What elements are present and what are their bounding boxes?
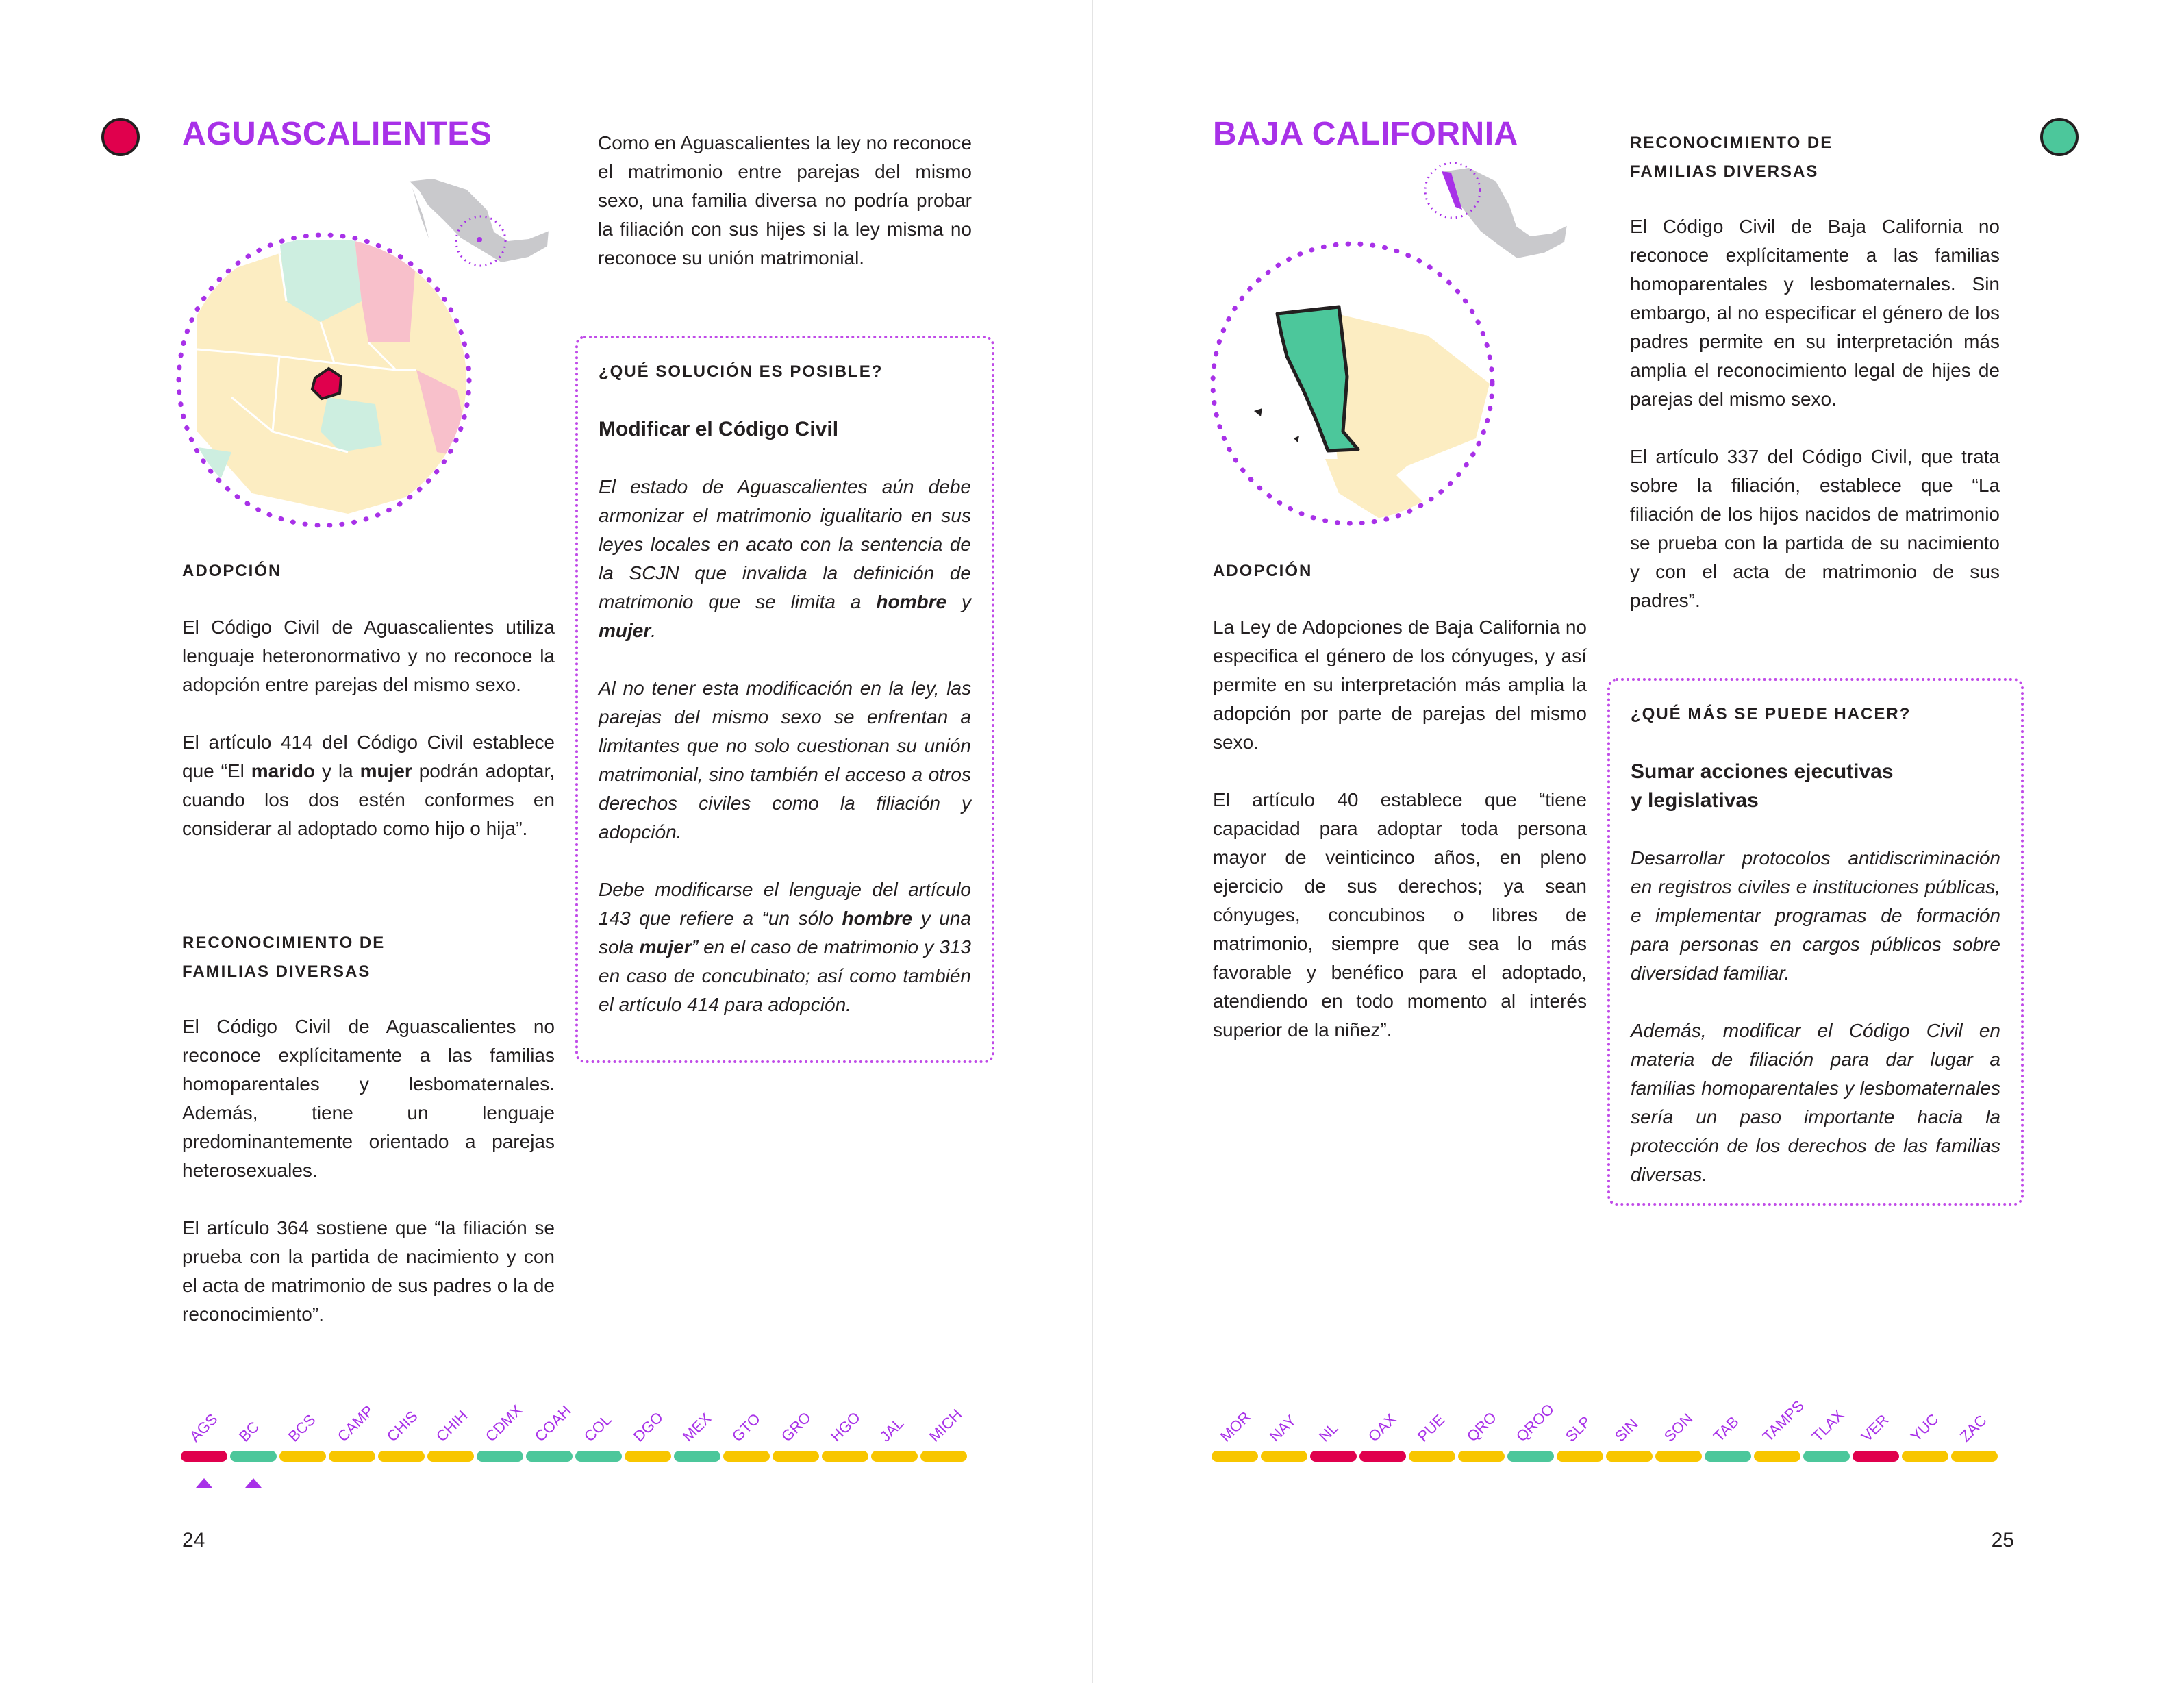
state-title: BAJA CALIFORNIA [1213,116,1518,152]
timeline-segment [1754,1451,1800,1462]
timeline-marker-icon [245,1478,262,1488]
timeline-label: SON [1660,1410,1696,1445]
solution-text [599,473,971,1019]
timeline-label: SIN [1611,1414,1642,1445]
timeline-label: OAX [1364,1410,1400,1445]
solution-subtitle: Modificar el Código Civil [599,418,839,440]
timeline-segment [1606,1451,1653,1462]
timeline-label: PUE [1414,1410,1448,1445]
timeline-segment [1803,1451,1850,1462]
timeline-segment [575,1451,622,1462]
page-number: 25 [1991,1529,2014,1551]
timeline-label: MOR [1216,1408,1254,1445]
timeline-label: NAY [1266,1412,1300,1445]
timeline-segment [1359,1451,1406,1462]
reconocimiento-paragraph-1: El Código Civil de Aguascalientes no reconoce explícitamente a las familias homoparentales y lesbomaternales. Además, tiene un lenguaje predominantemente orientado a parejas heterosexuales. [182,1016,555,1181]
states-timeline-left [171,1384,986,1507]
timeline-segment [1507,1451,1554,1462]
timeline-label: GTO [728,1410,764,1445]
reconocimiento-heading: RECONOCIMIENTO DE FAMILIAS DIVERSAS [1630,134,1833,181]
timeline-label: CDMX [481,1401,526,1445]
reconocimiento-paragraph-2: El artículo 364 sostiene que “la filiación se prueba con la partida de nacimiento y con el acta de matrimonio de sus padres o la de reconocimiento”. [182,1217,555,1325]
timeline-segment [773,1451,819,1462]
timeline-label: MICH [925,1406,966,1445]
solution-box [575,336,994,1063]
page-right [1092,0,2184,1683]
timeline-segment [526,1451,573,1462]
reconocimiento-text [1630,212,2000,615]
timeline-label: TAB [1709,1412,1742,1445]
timeline-segment [477,1451,523,1462]
adopcion-heading: ADOPCIÓN [1213,562,1313,580]
mexico-locator-icon [405,175,556,278]
state-title: AGUASCALIENTES [182,116,492,152]
timeline-marker-icon [196,1478,212,1488]
baja-california-map-icon [1202,233,1503,534]
actions-heading: ¿QUÉ MÁS SE PUEDE HACER? [1631,705,1911,723]
status-dot-green-icon [2037,115,2081,159]
timeline-segment [1557,1451,1603,1462]
timeline-label: GRO [777,1408,814,1445]
intro-paragraph: Como en Aguascalientes la ley no reconoce el matrimonio entre parejas del mismo sexo, una familia diversa no podría probar la filiación con sus hijes si la ley misma no reconoce su unión matrimonial. [598,132,972,269]
reconocimiento-paragraph-2: El artículo 337 del Código Civil, que trata sobre la filiación, establece que “La filiación de los hijos nacidos de matrimonio se prueba con la partida de su nacimiento y con el acta de matrimonio de sus padres”. [1630,446,2000,611]
actions-subtitle: Sumar acciones ejecutivas y legislativas [1631,760,1894,812]
timeline-label: AGS [186,1410,221,1445]
actions-text [1631,844,2000,1189]
timeline-segment [1902,1451,1948,1462]
adopcion-text [182,613,555,843]
timeline-segment [1261,1451,1307,1462]
timeline-label: QRO [1463,1408,1500,1445]
timeline-segment [1409,1451,1455,1462]
timeline-segment [1310,1451,1357,1462]
timeline-label: MEX [679,1410,715,1445]
timeline-label: TLAX [1808,1406,1848,1445]
adopcion-paragraph-2: El artículo 414 del Código Civil establece que “El marido y la mujer podrán adoptar, cuando los dos estén conformes en considerar al adoptado como hijo o hija”. [182,732,555,839]
timeline-segment [723,1451,770,1462]
timeline-segment [279,1451,326,1462]
timeline-segment [1705,1451,1751,1462]
timeline-label: VER [1857,1410,1892,1445]
timeline-label: TAMPS [1759,1397,1807,1445]
solution-paragraph-2: Al no tener esta modificación en la ley, las parejas del mismo sexo se enfrentan a limitantes que no solo cuestionan su unión matrimonial, sino también el acceso a otros derechos civiles como la filiación y adopción. [599,677,971,843]
timeline-label: YUC [1907,1410,1942,1445]
timeline-segment [822,1451,868,1462]
adopcion-paragraph-1: La Ley de Adopciones de Baja California no especifica el género de los cónyuges, y así permite en su interpretación más amplia la adopción por parte de parejas del mismo sexo. [1213,616,1587,753]
timeline-segment [1212,1451,1258,1462]
states-timeline-right [1202,1384,2017,1507]
timeline-label: COAH [531,1401,575,1445]
actions-paragraph-1: Desarrollar protocolos antidiscriminación en registros civiles e instituciones públicas, e implementar programas de formación para personas en cargos públicos sobre diversidad familiar. [1631,847,2000,984]
reconocimiento-text [182,1012,555,1329]
timeline-label: CAMP [334,1401,377,1445]
timeline-label: DGO [629,1408,666,1445]
timeline-segment [329,1451,375,1462]
adopcion-paragraph-1: El Código Civil de Aguascalientes utiliza lenguaje heteronormativo y no reconoce la adopción entre parejas del mismo sexo. [182,616,555,695]
mexico-locator-icon [1421,158,1572,274]
page-number: 24 [182,1529,205,1551]
timeline-segment [625,1451,671,1462]
timeline-label: CHIS [383,1407,421,1445]
status-dot-red-icon [99,115,142,159]
timeline-segment [674,1451,720,1462]
reconocimiento-heading: RECONOCIMIENTO DE FAMILIAS DIVERSAS [182,934,386,981]
solution-paragraph-3: Debe modificarse el lenguaje del artículo 143 que refiere a “un sólo hombre y una sola mujer” en el caso de matrimonio y 313 en caso de concubinato; así como también el artículo 414 para adopción. [599,879,971,1015]
adopcion-heading: ADOPCIÓN [182,562,282,580]
timeline-label: NL [1315,1419,1342,1445]
adopcion-text [1213,613,1587,1045]
timeline-segment [1655,1451,1702,1462]
timeline-segment [920,1451,967,1462]
solution-paragraph-1: El estado de Aguascalientes aún debe armonizar el matrimonio igualitario en sus leyes locales en acato con la sentencia de la SCJN que invalida la definición de matrimonio que se limita a hombre y mujer. [599,476,972,641]
timeline-label: BC [235,1418,263,1445]
timeline-segment [230,1451,277,1462]
solution-heading: ¿QUÉ SOLUCIÓN ES POSIBLE? [599,362,883,381]
timeline-segment [1951,1451,1998,1462]
timeline-segment [871,1451,918,1462]
timeline-label: SLP [1561,1412,1594,1445]
timeline-segment [1458,1451,1505,1462]
timeline-segment [427,1451,474,1462]
timeline-segment [181,1451,227,1462]
timeline-label: COL [580,1410,615,1445]
timeline-label: JAL [876,1414,907,1445]
timeline-label: QROO [1512,1400,1558,1445]
actions-box [1607,678,2024,1206]
timeline-segment [1853,1451,1899,1462]
timeline-segment [378,1451,425,1462]
timeline-label: ZAC [1956,1411,1990,1445]
adopcion-paragraph-2: El artículo 40 establece que “tiene capacidad para adoptar toda persona mayor de veinticinco años, en pleno ejercicio de sus derechos; ya sean cónyuges, concubinos o libres de matrimonio, siempre que sea lo más favorable y benéfico para el adoptado, atendiendo en todo momento al interés superior de la niñez”. [1213,789,1587,1040]
timeline-label: CHIH [432,1406,471,1445]
actions-paragraph-2: Además, modificar el Código Civil en materia de filiación para dar lugar a familias homoparentales y lesbomaternales sería un paso importante hacia la protección de los derechos de las familias diversas. [1631,1020,2000,1185]
timeline-label: HGO [827,1408,864,1445]
reconocimiento-paragraph-1: El Código Civil de Baja California no reconoce explícitamente a las familias homoparentales y lesbomaternales. Sin embargo, al no especificar el género de los padres permite en su interpretación más amplia el reconocimiento legal de hijes de parejas del mismo sexo. [1630,216,2000,410]
timeline-label: BCS [284,1410,319,1445]
